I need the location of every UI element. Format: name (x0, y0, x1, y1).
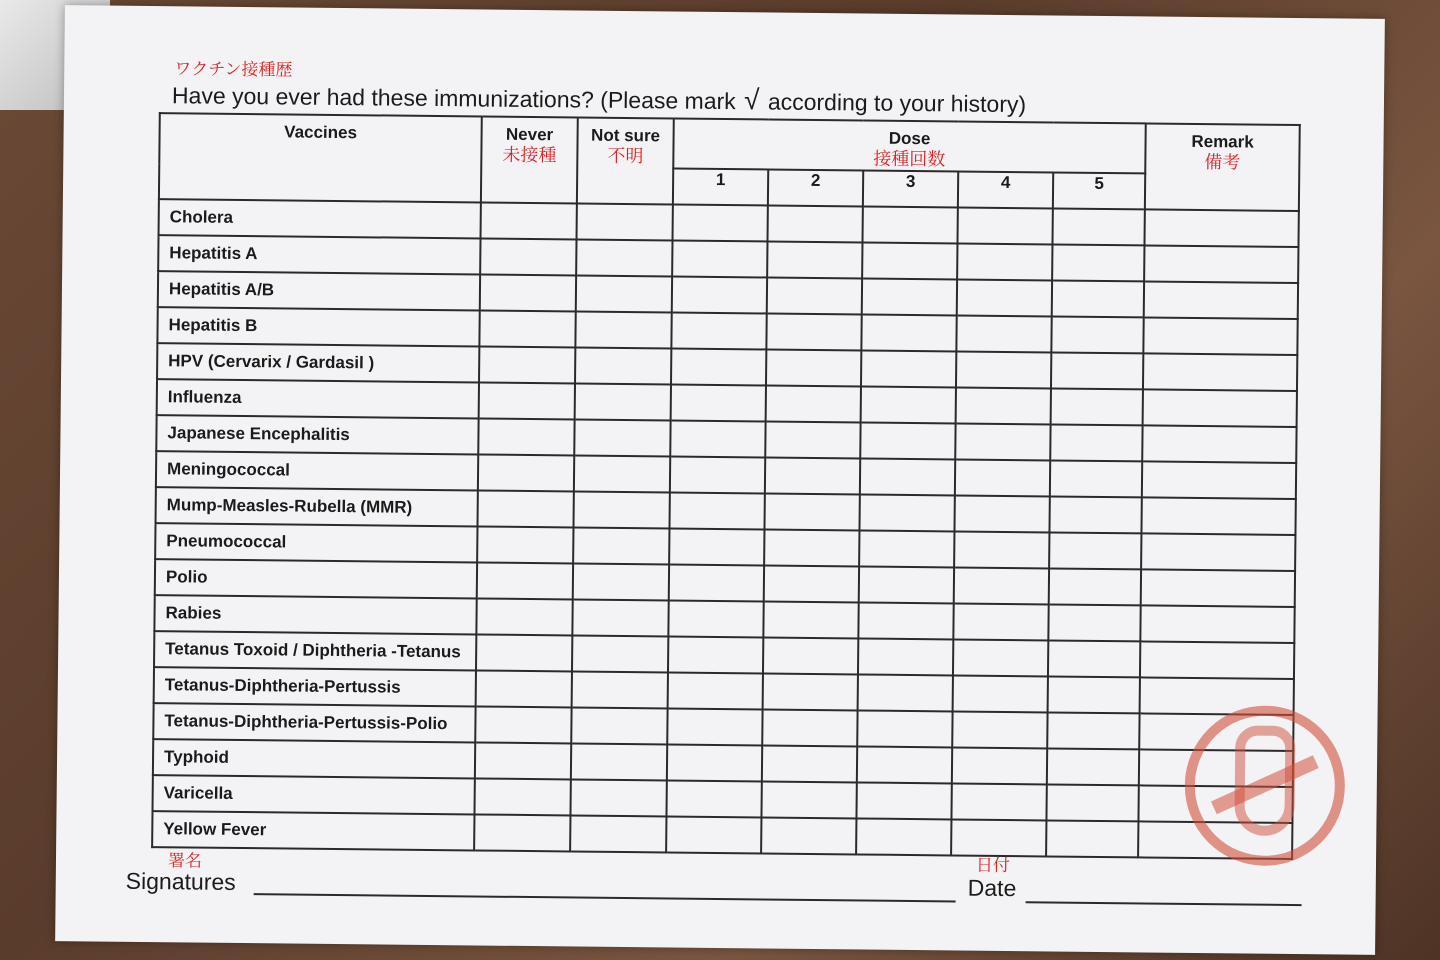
vaccine-name: Tetanus Toxoid / Diphtheria -Tetanus (154, 631, 476, 670)
vaccine-name: Hepatitis A/B (158, 271, 480, 310)
signature-label-jp: 署名 (167, 851, 203, 872)
dose-2-cell[interactable] (768, 205, 863, 242)
not-sure-cell[interactable] (572, 635, 668, 672)
dose-4-cell[interactable] (957, 207, 1052, 244)
dose-2-cell[interactable] (766, 313, 861, 350)
header-not-sure-jp: 不明 (607, 145, 644, 168)
dose-1-cell[interactable] (668, 600, 763, 637)
dose-2-cell[interactable] (763, 637, 858, 674)
dose-2-cell[interactable] (762, 745, 857, 782)
dose-1-cell[interactable] (669, 528, 764, 565)
vaccine-name: HPV (Cervarix / Gardasil ) (157, 343, 479, 382)
dose-1-cell[interactable] (671, 384, 766, 421)
dose-4-cell[interactable] (952, 747, 1047, 784)
vaccine-name: Meningococcal (156, 451, 478, 490)
dose-4-cell[interactable] (952, 711, 1047, 748)
dose-number-4: 4 (958, 171, 1053, 208)
dose-2-cell[interactable] (762, 709, 857, 746)
header-never-jp: 未接種 (502, 144, 557, 167)
dose-5-cell[interactable] (1048, 604, 1140, 641)
never-cell[interactable] (480, 274, 576, 311)
dose-1-cell[interactable] (670, 420, 765, 457)
dose-2-cell[interactable] (764, 529, 859, 566)
dose-2-cell[interactable] (765, 421, 860, 458)
header-vaccines-label: Vaccines (284, 122, 358, 143)
check-mark-icon: √ (743, 84, 760, 116)
dose-1-cell[interactable] (668, 672, 763, 709)
form-title-en-before: Have you ever had these immunizations? (Please mark (171, 82, 736, 115)
never-cell[interactable] (481, 202, 577, 239)
dose-5-cell[interactable] (1047, 748, 1139, 785)
dose-2-cell[interactable] (766, 349, 861, 386)
remark-cell[interactable] (1141, 497, 1295, 535)
vaccine-name: Yellow Fever (152, 811, 474, 850)
dose-5-cell[interactable] (1046, 784, 1138, 821)
vaccine-name: Tetanus-Diphtheria-Pertussis-Polio (153, 703, 475, 742)
dose-3-cell[interactable] (859, 530, 954, 567)
dose-3-cell[interactable] (862, 206, 957, 243)
dose-5-cell[interactable] (1050, 460, 1142, 497)
dose-5-cell[interactable] (1049, 568, 1141, 605)
not-sure-cell[interactable] (575, 383, 671, 420)
dose-3-cell[interactable] (857, 746, 952, 783)
not-sure-cell[interactable] (573, 527, 669, 564)
dose-number-5: 5 (1053, 172, 1145, 209)
not-sure-cell[interactable] (571, 743, 667, 780)
remark-cell[interactable] (1140, 605, 1294, 643)
remark-cell[interactable] (1144, 245, 1298, 283)
remark-cell[interactable] (1144, 281, 1298, 319)
vaccine-name: Cholera (159, 199, 481, 238)
not-sure-cell[interactable] (573, 491, 669, 528)
immunization-table (151, 112, 1301, 860)
never-cell[interactable] (479, 310, 575, 347)
dose-5-cell[interactable] (1052, 244, 1144, 281)
dose-3-cell[interactable] (859, 494, 954, 531)
dose-1-cell[interactable] (668, 636, 763, 673)
vaccine-name: Influenza (157, 379, 479, 418)
dose-2-cell[interactable] (764, 565, 859, 602)
dose-5-cell[interactable] (1051, 316, 1143, 353)
dose-3-cell[interactable] (858, 638, 953, 675)
not-sure-cell[interactable] (572, 599, 668, 636)
dose-3-cell[interactable] (861, 314, 956, 351)
dose-1-cell[interactable] (666, 780, 761, 817)
header-never (481, 116, 578, 203)
header-remark (1145, 123, 1300, 211)
clinic-stamp-logo (1184, 705, 1346, 867)
not-sure-cell[interactable] (577, 203, 673, 240)
dose-2-cell[interactable] (766, 385, 861, 422)
remark-cell[interactable] (1140, 641, 1294, 679)
never-cell[interactable] (475, 706, 571, 743)
dose-4-cell[interactable] (951, 783, 1046, 820)
never-cell[interactable] (474, 778, 570, 815)
vaccine-name: Japanese Encephalitis (156, 415, 478, 454)
never-cell[interactable] (477, 562, 573, 599)
never-cell[interactable] (478, 490, 574, 527)
not-sure-cell[interactable] (570, 779, 666, 816)
vaccine-rows (152, 199, 1299, 859)
vaccine-name: Tetanus-Diphtheria-Pertussis (154, 667, 476, 706)
remark-cell[interactable] (1144, 209, 1298, 247)
remark-cell[interactable] (1142, 425, 1296, 463)
paper-sheet (55, 5, 1385, 955)
header-not-sure (577, 117, 674, 204)
dose-5-cell[interactable] (1052, 208, 1144, 245)
never-cell[interactable] (476, 670, 572, 707)
never-cell[interactable] (476, 634, 572, 671)
dose-2-cell[interactable] (765, 457, 860, 494)
dose-4-cell[interactable] (953, 675, 1048, 712)
vaccine-name: Varicella (153, 775, 475, 814)
dose-4-cell[interactable] (956, 351, 1051, 388)
dose-3-cell[interactable] (860, 458, 955, 495)
dose-3-cell[interactable] (860, 422, 955, 459)
not-sure-cell[interactable] (571, 707, 667, 744)
never-cell[interactable] (477, 526, 573, 563)
dose-number-3: 3 (863, 170, 958, 207)
dose-1-cell[interactable] (673, 204, 768, 241)
dose-5-cell[interactable] (1048, 640, 1140, 677)
dose-5-cell[interactable] (1051, 388, 1143, 425)
dose-3-cell[interactable] (857, 710, 952, 747)
dose-2-cell[interactable] (763, 601, 858, 638)
dose-4-cell[interactable] (956, 387, 1051, 424)
dose-5-cell[interactable] (1048, 676, 1140, 713)
form-title-en-after: according to your history) (767, 88, 1027, 118)
header-vaccines (159, 113, 482, 202)
remark-cell[interactable] (1143, 389, 1297, 427)
dose-2-cell[interactable] (767, 277, 862, 314)
dose-4-cell[interactable] (957, 243, 1052, 280)
dose-4-cell[interactable] (953, 603, 1048, 640)
dose-1-cell[interactable] (667, 744, 762, 781)
not-sure-cell[interactable] (576, 275, 672, 312)
dose-4-cell[interactable] (955, 459, 1050, 496)
header-remark-jp: 備考 (1204, 152, 1241, 174)
date-label: Date (967, 874, 1017, 902)
vaccine-name: Pneumococcal (155, 523, 477, 562)
dose-3-cell[interactable] (859, 566, 954, 603)
not-sure-cell[interactable] (576, 239, 672, 276)
dose-4-cell[interactable] (954, 531, 1049, 568)
not-sure-cell[interactable] (574, 455, 670, 492)
dose-4-cell[interactable] (954, 495, 1049, 532)
form-title-jp: ワクチン接種歴 (174, 59, 293, 81)
dose-3-cell[interactable] (856, 782, 951, 819)
dose-number-1: 1 (673, 168, 768, 205)
dose-5-cell[interactable] (1049, 532, 1141, 569)
dose-4-cell[interactable] (953, 639, 1048, 676)
dose-1-cell[interactable] (670, 456, 765, 493)
vaccine-name: Mump-Measles-Rubella (MMR) (156, 487, 478, 526)
dose-2-cell[interactable] (761, 781, 856, 818)
dose-4-cell[interactable] (955, 423, 1050, 460)
dose-5-cell[interactable] (1050, 424, 1142, 461)
dose-3-cell[interactable] (862, 242, 957, 279)
dose-1-cell[interactable] (671, 348, 766, 385)
dose-1-cell[interactable] (669, 564, 764, 601)
header-dose-en: Dose (888, 128, 931, 149)
never-cell[interactable] (476, 598, 572, 635)
header-dose-jp: 接種回数 (873, 148, 946, 171)
never-cell[interactable] (478, 454, 574, 491)
vaccine-name: Polio (155, 559, 477, 598)
remark-cell[interactable] (1143, 353, 1297, 391)
dose-5-cell[interactable] (1051, 352, 1143, 389)
remark-cell[interactable] (1143, 317, 1297, 355)
dose-2-cell[interactable] (767, 241, 862, 278)
dose-3-cell[interactable] (861, 350, 956, 387)
remark-cell[interactable] (1142, 461, 1296, 499)
header-not-sure-en: Not sure (591, 125, 661, 146)
dose-3-cell[interactable] (862, 278, 957, 315)
dose-1-cell[interactable] (672, 240, 767, 277)
never-cell[interactable] (479, 346, 575, 383)
signature-section (126, 836, 1307, 918)
never-cell[interactable] (478, 418, 574, 455)
dose-1-cell[interactable] (667, 708, 762, 745)
remark-cell[interactable] (1141, 533, 1295, 571)
date-label-jp: 日付 (975, 855, 1011, 877)
dose-1-cell[interactable] (671, 312, 766, 349)
dose-5-cell[interactable] (1047, 712, 1139, 749)
signature-line[interactable] (254, 893, 956, 902)
dose-5-cell[interactable] (1052, 280, 1144, 317)
dose-2-cell[interactable] (764, 493, 859, 530)
not-sure-cell[interactable] (572, 671, 668, 708)
header-remark-en: Remark (1191, 131, 1254, 152)
not-sure-cell[interactable] (574, 419, 670, 456)
not-sure-cell[interactable] (573, 563, 669, 600)
dose-2-cell[interactable] (763, 673, 858, 710)
dose-number-2: 2 (768, 169, 863, 206)
not-sure-cell[interactable] (575, 311, 671, 348)
remark-cell[interactable] (1141, 569, 1295, 607)
dose-3-cell[interactable] (858, 602, 953, 639)
dose-4-cell[interactable] (956, 315, 1051, 352)
signature-label: Signatures (125, 867, 236, 895)
date-line[interactable] (1026, 901, 1302, 906)
dose-4-cell[interactable] (954, 567, 1049, 604)
never-cell[interactable] (480, 238, 576, 275)
dose-3-cell[interactable] (858, 674, 953, 711)
never-cell[interactable] (475, 742, 571, 779)
never-cell[interactable] (479, 382, 575, 419)
not-sure-cell[interactable] (575, 347, 671, 384)
vaccine-name: Typhoid (153, 739, 475, 778)
dose-5-cell[interactable] (1049, 496, 1141, 533)
dose-1-cell[interactable] (669, 492, 764, 529)
header-never-en: Never (505, 124, 554, 145)
vaccine-name: Hepatitis A (158, 235, 480, 274)
dose-4-cell[interactable] (957, 279, 1052, 316)
vaccine-name: Hepatitis B (157, 307, 479, 346)
dose-3-cell[interactable] (861, 386, 956, 423)
header-dose (673, 118, 1146, 173)
dose-1-cell[interactable] (672, 276, 767, 313)
vaccine-name: Rabies (154, 595, 476, 634)
